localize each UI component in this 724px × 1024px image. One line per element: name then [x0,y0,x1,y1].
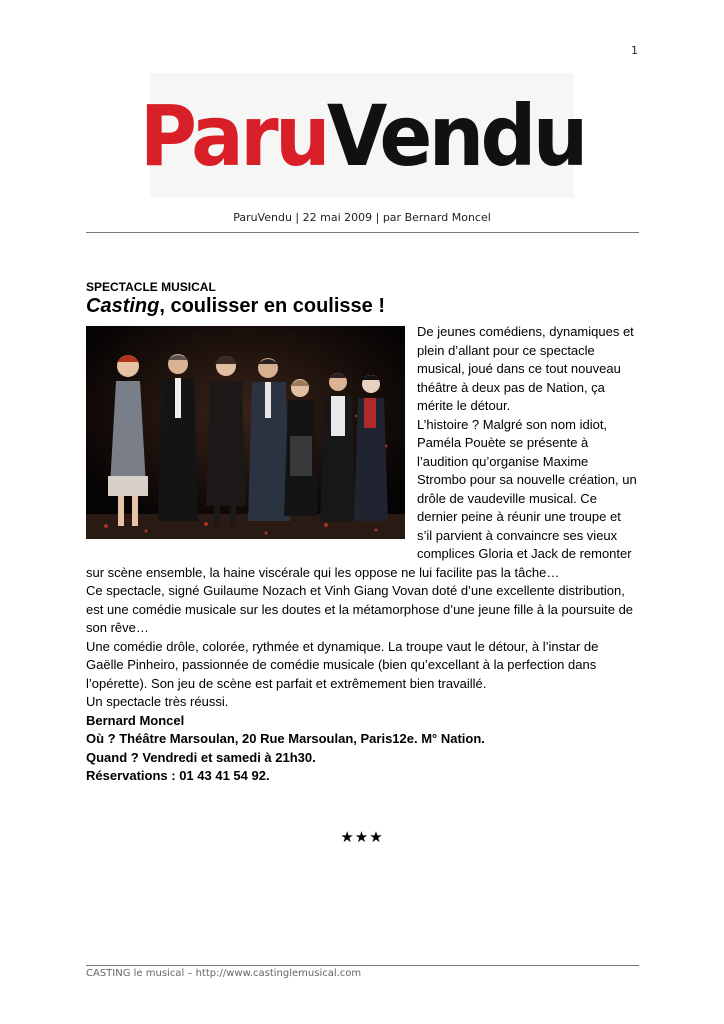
article-title [86,295,385,318]
rating-stars: ★★★ [340,829,384,846]
footer-divider [86,965,639,966]
logo-wordmark [139,86,585,185]
header-divider [86,232,639,233]
paragraph-credits: Ce spectacle, signé Guilaume Nozach et Vinh Giang Vovan doté d’une excellente distribution, est une comédie musicale sur les doutes et la métamorphose d’une jeune fille à la poursuite de son rêve… [86,583,634,635]
page-number: 1 [631,44,638,57]
showtimes: Quand ? Vendredi et samedi à 21h30. [86,749,316,765]
logo-part-vendu: Vendu [326,86,585,185]
reservation-phone: Réservations : 01 43 41 54 92. [86,768,270,783]
byline: ParuVendu | 22 mai 2009 | par Bernard Moncel [233,211,491,224]
article-body [86,323,638,786]
logo-part-paru: Paru [139,86,327,185]
footer-text: CASTING le musical – http://www.castinglemusical.com [86,968,362,979]
paragraph-review: Une comédie drôle, colorée, rythmée et dynamique. La troupe vaut le détour, à l’instar de Gaëlle Pinheiro, passionnée de comédie musicale (bien qu’excellant à la perfection dans l’opérette). Son jeu de scène est parfait et extrêmement bien travaillé. [86,638,599,691]
paragraph-story: L’histoire ? Malgré son nom idiot, Paméla Pouète se présente à l’audition qu’organise Maxime Strombo pour sa nouvelle création, un drôle de vaudeville musical. Ce dernier peine à réunir une troupe et s’il parvient à convaincre ses vieux complices Gloria et Jack de remonter sur scène ensemble, la haine viscérale qui les oppose ne lui facilite pas la tâche… [86,416,637,580]
section-label: SPECTACLE MUSICAL [86,280,216,294]
title-rest: , coulisser en coulisse ! [159,295,385,317]
author-name: Bernard Moncel [86,712,185,728]
paruvendu-logo [139,73,585,198]
title-italic: Casting [86,295,160,317]
venue-info: Où ? Théâtre Marsoulan, 20 Rue Marsoulan, Paris12e. M° Nation. [86,731,485,746]
paragraph-intro: De jeunes comédiens, dynamiques et plein d’allant pour ce spectacle musical, joué dans ce tout nouveau théâtre à deux pas de Nation, ça mérite le détour. [417,324,634,413]
paragraph-verdict: Un spectacle très réussi. [86,694,229,709]
